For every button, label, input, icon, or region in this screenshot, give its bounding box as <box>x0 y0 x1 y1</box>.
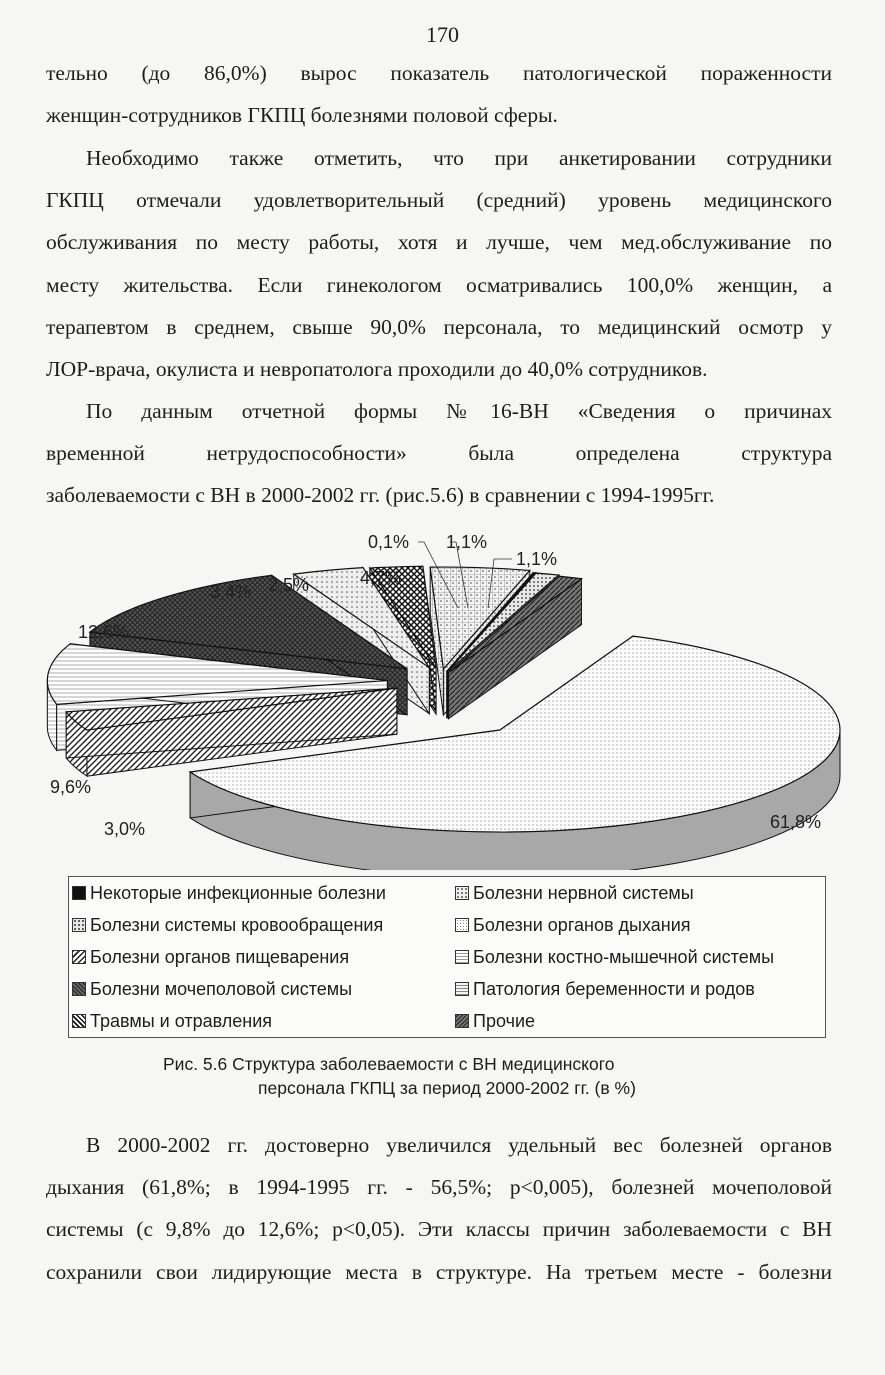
text-line: дыхания (61,8%; в 1994-1995 гг. - 56,5%; p<0,005), болезней мочеполовой <box>46 1175 832 1200</box>
paragraph-4 <box>46 1124 832 1293</box>
legend-item <box>72 881 386 905</box>
legend-item <box>455 977 755 1001</box>
text-line: системы (с 9,8% до 12,6%; p<0,05). Эти классы причин заболеваемости с ВН <box>46 1217 832 1242</box>
legend-label: Травмы и отравления <box>90 1011 273 1031</box>
legend-item <box>72 913 383 937</box>
text-line: месту жительства. Если гинекологом осматривались 100,0% женщин, а <box>46 272 832 297</box>
text-line: ЛОР-врача, окулиста и невропатолога проходили до 40,0% сотрудников. <box>46 356 708 381</box>
legend-swatch <box>72 918 86 932</box>
pie-slice-label: 1,1% <box>446 532 488 552</box>
legend-swatch <box>455 886 469 900</box>
legend-item <box>455 1009 535 1033</box>
text-line: заболеваемости с ВН в 2000-2002 гг. (рис.5.6) в сравнении с 1994-1995гг. <box>46 483 715 508</box>
pie-slice-label: 9,6% <box>50 777 92 797</box>
text-line: терапевтом в среднем, свыше 90,0% персонала, то медицинский осмотр у <box>46 314 832 339</box>
figure-caption <box>0 1052 885 1100</box>
pie-slice-label: 3,0% <box>104 819 146 839</box>
text-line: женщин-сотрудников ГКПЦ болезнями половой сферы. <box>46 103 558 128</box>
legend-item <box>455 913 691 937</box>
legend-swatch <box>455 950 469 964</box>
text-line: обслуживания по месту работы, хотя и лучше, чем мед.обслуживание по <box>46 230 832 255</box>
text-line: Необходимо также отметить, что при анкетировании сотрудники <box>86 146 832 170</box>
legend-item <box>455 881 694 905</box>
legend-swatch <box>72 982 86 996</box>
legend-swatch <box>455 918 469 932</box>
text-line: тельно (до 86,0%) вырос показатель патологической пораженности <box>46 61 832 85</box>
legend-swatch <box>72 1014 86 1028</box>
text-line: В 2000-2002 гг. достоверно увеличился удельный вес болезней органов <box>86 1133 832 1157</box>
paragraph-3 <box>46 390 832 517</box>
legend-label: Болезни нервной системы <box>473 883 694 903</box>
paragraph-1 <box>46 52 832 136</box>
pie-chart <box>0 520 885 870</box>
legend-label: Болезни мочеполовой системы <box>90 979 353 999</box>
legend-label: Болезни системы кровообращения <box>90 915 384 935</box>
text-line: ГКПЦ отмечали удовлетворительный (средний) уровень медицинского <box>46 188 832 213</box>
legend-swatch <box>455 1014 469 1028</box>
legend-label: Болезни костно-мышечной системы <box>473 947 775 967</box>
text-line: По данным отчетной формы №16-ВН «Сведения о причинах <box>86 399 832 423</box>
caption-line: персонала ГКПЦ за период 2000-2002 гг. (в %) <box>258 1078 636 1098</box>
legend-label: Прочие <box>473 1011 536 1031</box>
legend-item <box>72 977 352 1001</box>
legend-swatch <box>455 982 469 996</box>
pie-slice-label: 4,7% <box>360 568 402 588</box>
pie-slice-label: 12,6% <box>78 622 130 642</box>
pie-slice-label: 3,4% <box>210 582 252 602</box>
pie-slice-label: 1,1% <box>516 549 558 569</box>
text-line: сохранили свои лидирующие места в структуре. На третьем месте - болезни <box>46 1259 832 1284</box>
legend-label: Болезни органов дыхания <box>473 915 691 935</box>
legend-label: Некоторые инфекционные болезни <box>90 883 386 903</box>
paragraph-2 <box>46 137 832 390</box>
legend-swatch <box>72 950 86 964</box>
legend-item <box>455 945 774 969</box>
legend-item <box>72 1009 272 1033</box>
legend-label: Патология беременности и родов <box>473 979 755 999</box>
legend-label: Болезни органов пищеварения <box>90 947 350 967</box>
pie-slice-label: 0,1% <box>368 532 410 552</box>
chart-legend <box>68 876 826 1038</box>
pie-slice-label: 61,8% <box>770 812 822 832</box>
text-line: временной нетрудоспособности» была определена структура <box>46 441 832 466</box>
caption-line: Рис. 5.6 Структура заболеваемости с ВН медицинского <box>163 1054 615 1074</box>
legend-item <box>72 945 349 969</box>
legend-swatch <box>72 886 86 900</box>
page-number: 170 <box>426 22 459 47</box>
pie-slice-label: 2,5% <box>268 575 310 595</box>
